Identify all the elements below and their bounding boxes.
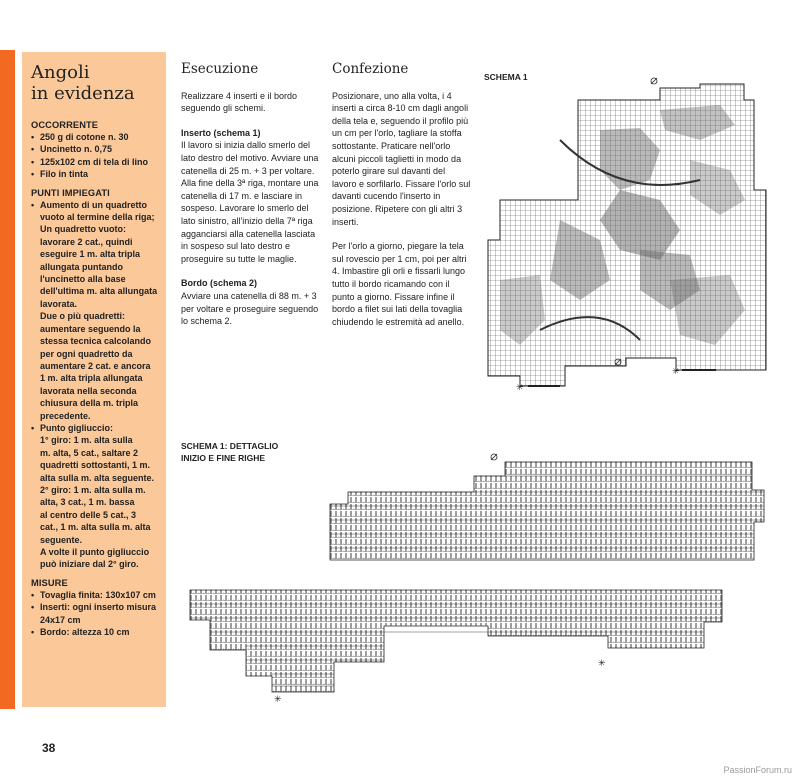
list-item-line: stessa tecnica calcolando — [40, 336, 152, 347]
list-item-line: 24x17 cm — [40, 614, 81, 625]
list-item-line: cat., 1 m. alta sulla m. alta — [40, 522, 151, 533]
bullet-icon: • — [31, 627, 35, 638]
confezione-p2: Per l'orlo a giorno, piegare la tela sul rovescio per 1 cm, poi per altri 4. Imbastire gli orli e fissarli lungo tutto il bordo ricamando con il punto a giorno. Fissare infine il bordo a filet sui lati della tovaglia chiudendo le estremità ad anello. — [332, 241, 467, 327]
list-item-line: alta, 3 cat., 1 m. bassa — [40, 497, 135, 508]
list-item-line: al centro delle 5 cat., 3 — [40, 509, 137, 520]
list-item-line: dell'ultima m. alta allungata — [40, 286, 158, 297]
punti-heading: PUNTI IMPIEGATI — [31, 187, 110, 198]
list-item-line: lavorare 2 cat., quindi — [40, 236, 133, 247]
list-item-line: 125x102 cm di tela di lino — [40, 156, 149, 167]
list-item-line: vuoto al termine della riga; — [40, 212, 155, 223]
list-item-line: chiusura della m. tripla — [40, 398, 139, 409]
list-item-line: Aumento di un quadretto — [40, 199, 147, 210]
list-item-line: aumentare seguendo la — [40, 323, 141, 334]
list-item-line: Punto gigliuccio: — [40, 422, 113, 433]
list-item-line: 2° giro: 1 m. alta sulla m. — [40, 484, 146, 495]
inserto-title: Inserto (schema 1) — [181, 127, 261, 138]
bullet-icon: • — [31, 144, 35, 155]
list-item-line: lavorata nella seconda — [40, 385, 137, 396]
list-item-line: Filo in tinta — [40, 169, 88, 180]
list-item-line: per ogni quadretto da — [40, 348, 133, 359]
list-item-line: Inserti: ogni inserto misura — [40, 602, 157, 613]
bullet-icon: • — [31, 199, 35, 210]
list-item-line: Uncinetto n. 0,75 — [40, 144, 113, 155]
list-item-line: alta sulla m. alta seguente. — [40, 472, 155, 483]
list-item-line: eseguire 1 m. alta tripla — [40, 249, 141, 260]
occorrente-heading: OCCORRENTE — [31, 120, 99, 130]
misure-heading: MISURE — [31, 577, 68, 588]
watermark: PassionForum.ru — [723, 765, 792, 775]
sidebar-title: Angoli in evidenza — [31, 62, 135, 104]
schema1-grid — [488, 84, 766, 386]
list-item-line: Bordo: altezza 10 cm — [40, 627, 130, 638]
list-item-line: 1 m. alta tripla allungata — [40, 373, 143, 384]
list-item-line: Un quadretto vuoto: — [40, 224, 126, 235]
page-number: 38 — [42, 741, 56, 755]
list-item-line: 250 g di cotone n. 30 — [40, 132, 129, 142]
list-item-line: allungata puntando — [40, 261, 123, 272]
bullet-icon: • — [31, 602, 35, 613]
bullet-icon: • — [31, 132, 35, 142]
detail-chart-upper — [330, 454, 764, 560]
inserto-text: Il lavoro si inizia dallo smerlo del lato destro del motivo. Avviare una catenella di 25 m. + 3 per voltare. Alla fine della 3ª riga, montare una catenella di 17 m. e lasciare in sospeso. Lavorare lo smerlo del lato sinistro, all'inizio della 7ª riga agganciarsi alla catenella lasciata in sospeso sul lato destro e proseguire su tutte le maglie. — [181, 140, 319, 264]
confezione-title: Confezione — [332, 61, 409, 77]
list-item-line: l'uncinetto alla base — [40, 274, 126, 285]
bullet-icon: • — [31, 156, 35, 167]
detail-label: SCHEMA 1: DETTAGLIO INIZIO E FINE RIGHE — [181, 441, 279, 463]
confezione-p1: Posizionare, uno alla volta, i 4 inserti a circa 8-10 cm dagli angoli della tela e, seguendo il profilo più un cm per l'orlo, tagliare la stoffa sottostante. Praticare nell'orlo alcuni piccoli taglietti in modo da poterlo girare sul davanti del lavoro e sorfilarlo. Fissare l'orlo sul davanti cucendo l'inserto in posizione. Ripetere con gli altri 3 inserti. — [332, 90, 471, 227]
svg-text:✳: ✳ — [672, 366, 680, 376]
esecuzione-intro: Realizzare 4 inserti e il bordo seguendo gli schemi. — [181, 90, 298, 114]
schema1-label: SCHEMA 1 — [484, 72, 528, 82]
bullet-icon: • — [31, 422, 35, 433]
list-item-line: può iniziare dal 2° giro. — [40, 559, 139, 570]
list-item-line: aumentare 2 cat. e ancora — [40, 360, 151, 371]
bullet-icon: • — [31, 589, 35, 600]
list-item-line: precedente. — [40, 410, 91, 421]
svg-text:✳: ✳ — [274, 694, 282, 704]
detail-chart-lower — [190, 590, 722, 704]
svg-text:✳: ✳ — [516, 382, 524, 392]
svg-text:✳: ✳ — [598, 658, 606, 668]
list-item-line: A volte il punto gigliuccio — [40, 547, 150, 557]
bordo-title: Bordo (schema 2) — [181, 278, 258, 289]
list-item-line: m. alta, 5 cat., saltare 2 — [40, 447, 139, 458]
bullet-icon: • — [31, 169, 35, 180]
list-item-line: quadretti sottostanti, 1 m. — [40, 460, 151, 471]
list-item-line: lavorata. — [40, 298, 78, 309]
list-item-line: Due o più quadretti: — [40, 311, 125, 322]
list-item-line: Tovaglia finita: 130x107 cm — [40, 589, 156, 600]
bordo-text: Avviare una catenella di 88 m. + 3 per voltare e proseguire seguendo lo schema 2. — [181, 290, 319, 327]
esecuzione-title: Esecuzione — [181, 61, 259, 77]
list-item-line: seguente. — [40, 534, 83, 545]
list-item-line: 1° giro: 1 m. alta sulla — [40, 435, 133, 446]
